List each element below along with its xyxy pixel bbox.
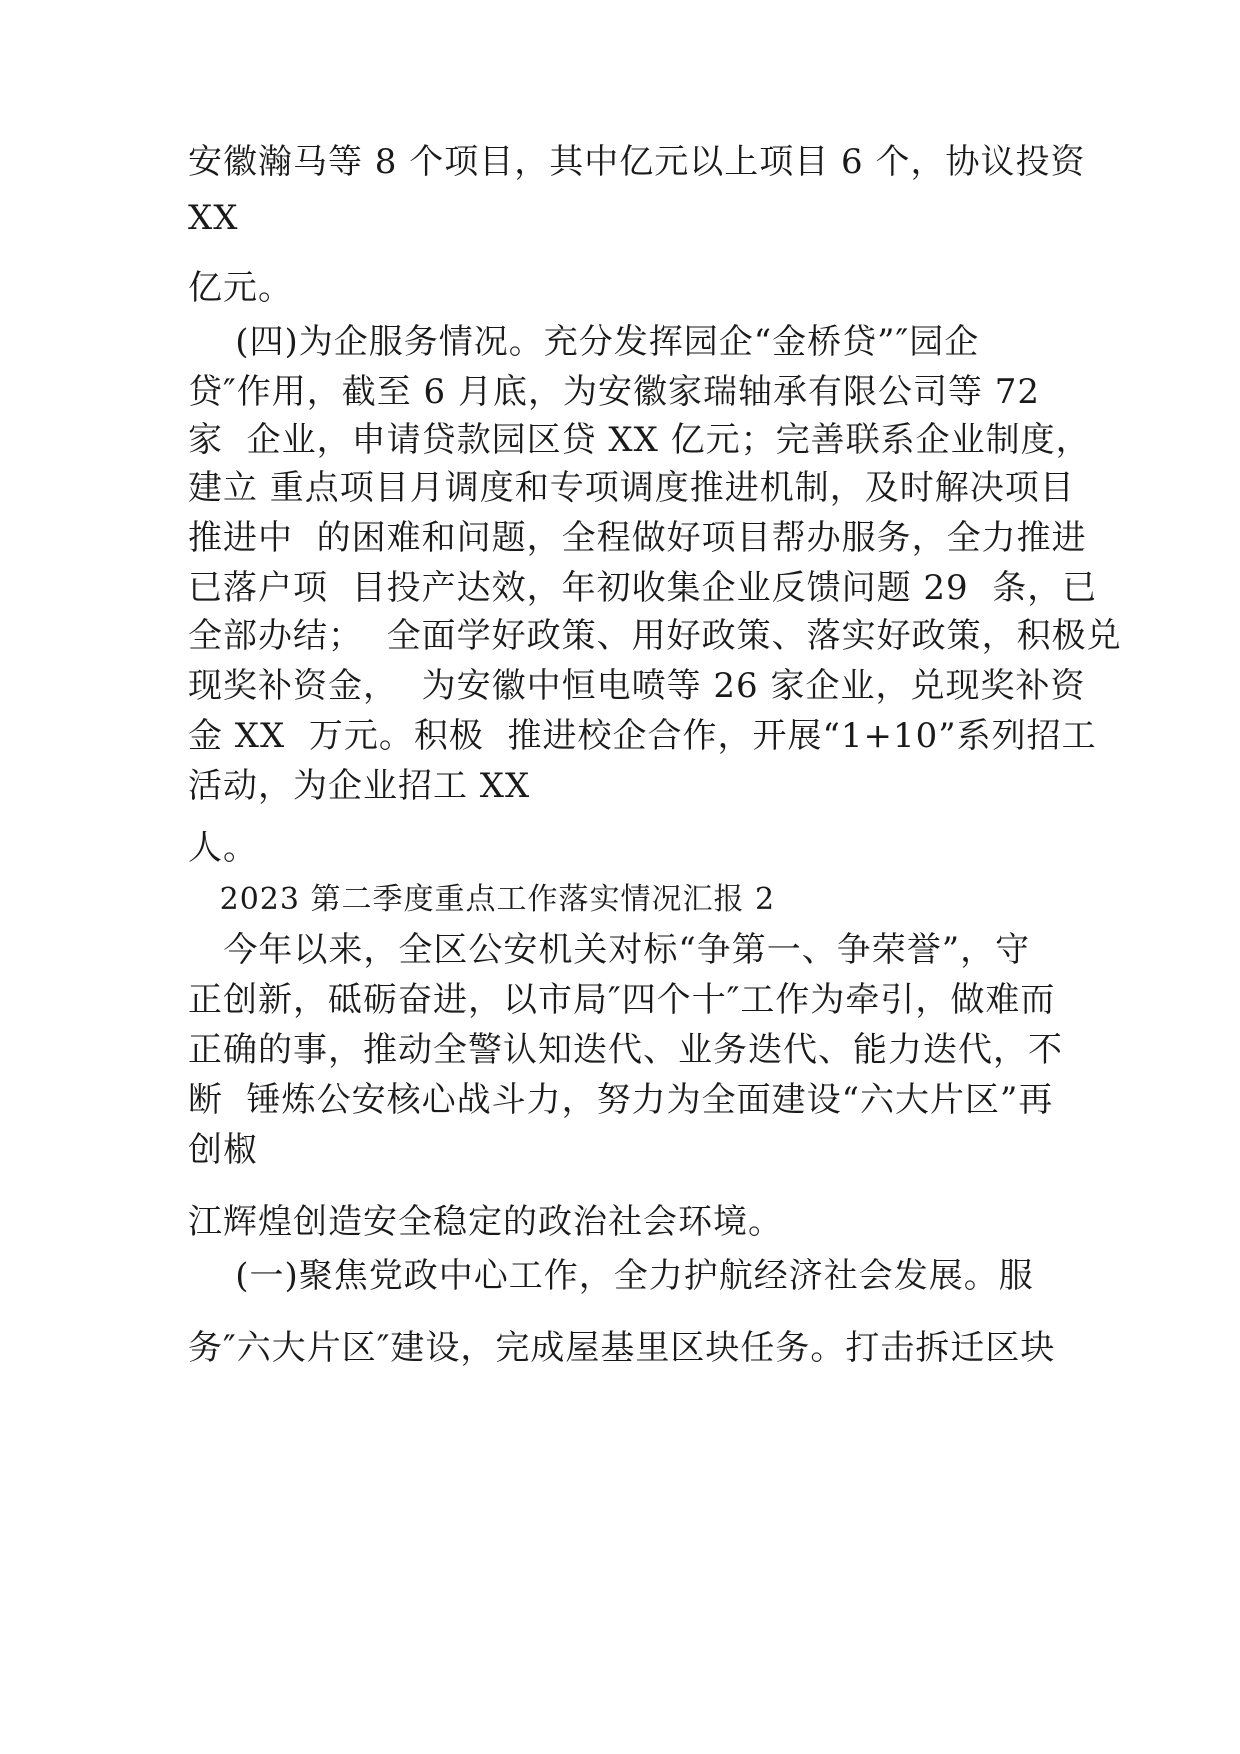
- text-line-18: 正确的事，推动全警认知迭代、业务迭代、能力迭代，不: [188, 1030, 1063, 1070]
- text-line-16: 今年以来，全区公安机关对标“争第一、争荣誉”，守: [188, 930, 1031, 970]
- text-line-13: 活动，为企业招工 XX: [188, 766, 531, 806]
- text-line-8: 推进中 的困难和问题，全程做好项目帮办服务，全力推进: [188, 518, 1087, 558]
- text-line-23: 务″六大片区″建设，完成屋基里区块任务。打击拆迁区块: [188, 1328, 1056, 1368]
- text-line-14: 人。: [188, 828, 258, 868]
- text-line-3: 亿元。: [188, 268, 293, 308]
- text-line-12: 金 XX 万元。积极 推进校企合作，开展“1+10”系列招工: [188, 716, 1097, 756]
- section-heading: 2023 第二季度重点工作落实情况汇报 2: [188, 882, 776, 917]
- text-line-20: 创椒: [188, 1130, 258, 1170]
- text-line-19: 断 锤炼公安核心战斗力，努力为全面建设“六大片区”再: [188, 1080, 1054, 1120]
- text-line-1: 安徽瀚马等 8 个项目，其中亿元以上项目 6 个，协议投资: [188, 142, 1086, 182]
- text-line-9: 已落户项 目投产达效，年初收集企业反馈问题 29 条，已: [188, 568, 1098, 608]
- text-line-4: (四)为企服务情况。充分发挥园企“金桥贷”″园企: [188, 322, 980, 362]
- text-line-17: 正创新，砥砺奋进，以市局″四个十″工作为牵引，做难而: [188, 980, 1056, 1020]
- text-line-10: 全部办结； 全面学好政策、用好政策、落实好政策，积极兑: [188, 616, 1122, 656]
- text-line-7: 建立 重点项目月调度和专项调度推进机制，及时解决项目: [188, 468, 1075, 508]
- text-line-22: (一)聚焦党政中心工作，全力护航经济社会发展。服: [188, 1256, 1034, 1296]
- text-line-6: 家 企业，申请贷款园区贷 XX 亿元；完善联系企业制度，: [188, 420, 1091, 460]
- text-line-2: XX: [188, 198, 239, 238]
- text-line-11: 现奖补资金， 为安徽中恒电喷等 26 家企业，兑现奖补资: [188, 666, 1086, 706]
- text-line-21: 江辉煌创造安全稳定的政治社会环境。: [188, 1202, 783, 1242]
- text-line-5: 贷″作用，截至 6 月底，为安徽家瑞轴承有限公司等 72: [188, 372, 1041, 412]
